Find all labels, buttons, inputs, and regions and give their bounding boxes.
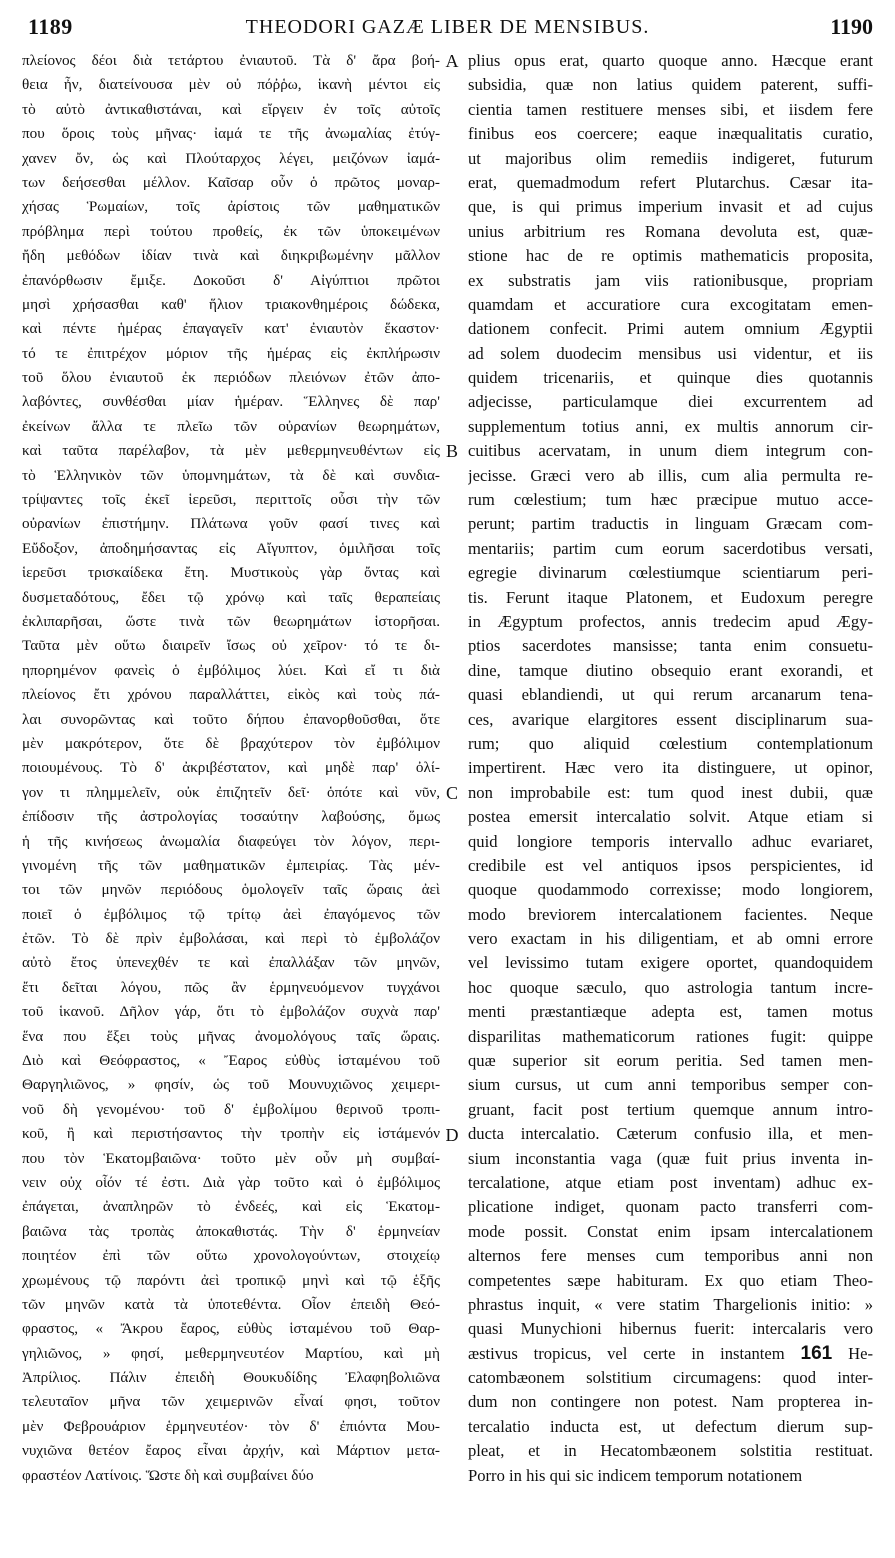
- greek-line: τοῦ ὅλου ἐνιαυτοῦ ἐκ περιόδων πλειόνων ἐτῶν ἀπο-: [22, 369, 440, 387]
- greek-line: χήσας Ῥωμαίων, τοῖς ἀρίστοις τῶν μαθηματικῶν: [22, 198, 440, 216]
- greek-line: θεια ἦν, διατείνουσα μὲν οὐ πόῤῥω, ἱκανὴ μέντοι εἰς: [22, 76, 440, 94]
- greek-line: Θαργηλιῶνος, » φησίν, ὡς τοῦ Μουνυχιῶνος χειμερι-: [22, 1076, 440, 1094]
- greek-line: ποιητέον ἐπὶ τῶν οὕτω χρονολογούντων, στοιχείῳ: [22, 1247, 440, 1265]
- margin-marker-a: A: [445, 51, 459, 71]
- latin-line: phrastus inquit, « vere statim Thargelionis initio: »: [468, 1294, 873, 1314]
- latin-line: dationem confecit. Primi autem omnium Ægyptii: [468, 319, 873, 339]
- latin-line: [468, 1342, 873, 1366]
- greek-line: Ταῦτα μὲν οὕτω διαιρεῖν ἴσως οὐ χεῖρον· τό τε δι-: [22, 637, 440, 655]
- latin-line: cuitibus acervatam, in unum diem integrum con-: [468, 441, 873, 461]
- margin-marker-b: B: [445, 441, 458, 462]
- greek-line: νυχιῶνα θετέον ἔαρος εἶναι ἀρχήν, καὶ Μάρτιον μετα-: [22, 1442, 440, 1460]
- latin-line: egregie divinarum cœlestiumque scientiarum peri-: [468, 563, 873, 583]
- greek-line: βαιῶνα τὰς τροπὰς ἀποκαθιστάς. Τὴν δ' ἑρμηνείαν: [22, 1222, 440, 1240]
- greek-line: ἐπανόρθωσιν ἔμιξε. Δοκοῦσι δ' Αἰγύπτιοι πρῶτοι: [22, 271, 440, 289]
- latin-line: adjecisse, particulamque diei excurrentem ad: [468, 392, 873, 412]
- latin-line: quidem tricenariis, et quinque dies quotannis: [468, 368, 873, 388]
- margin-marker-d: D: [445, 1124, 459, 1145]
- latin-line: mode possit. Constat enim ipsam intercalationem: [468, 1221, 873, 1241]
- greek-line: Εὔδοξον, ἀποδημήσαντας εἰς Αἴγυπτον, ὁμιλῆσαι τοῖς: [22, 539, 440, 557]
- latin-line: stione hac de re optimis mathematicis proposita,: [468, 246, 873, 266]
- latin-line: menti præstantiæque adepta est, tamen motus: [468, 1002, 873, 1022]
- latin-line: vero exactam in his diligentiam, et ab omni errore: [468, 929, 873, 949]
- latin-line: cientia tamen restituere menses sibi, et iisdem fere: [468, 99, 873, 119]
- greek-line: τῶν μηνῶν κατὰ τὰ ὑποτεθέντα. Οἷον ἐπειδὴ Θεό-: [22, 1295, 440, 1313]
- latin-line: dum non contingere non potest. Nam propterea in-: [468, 1392, 873, 1412]
- greek-line: καὶ πέντε ἡμέρας ἐπαγαγεῖν κατ' ἐνιαυτὸν ἕκαστον·: [22, 320, 440, 338]
- latin-line: quoque quodammodo correxisse; modo longiorem,: [468, 880, 873, 900]
- running-title: THEODORI GAZÆ LIBER DE MENSIBUS.: [245, 16, 650, 38]
- greek-line: που τὸν Ἑκατομβαιῶνα· τοῦτο μὲν οὖν μὴ συμβαί-: [22, 1149, 440, 1167]
- greek-line: τοι τῶν μηνῶν περιόδους ὁμολογεῖν ταῖς ὥραις ἀεὶ: [22, 881, 440, 899]
- greek-line: φραστέον Λατίνοις. Ὥστε δὴ καὶ συμβαίνει δύο: [22, 1466, 314, 1484]
- greek-line: μὲν μακρότερον, ὅτε δὲ βραχύτερον τὸν ἐμβόλιμον: [22, 734, 440, 752]
- greek-line: ἐτῶν. Τὸ δὲ πρὶν ἐμβολάσαι, καὶ περὶ τὸ ἐμβολάζον: [22, 930, 440, 948]
- latin-line: quasi eblandiendi, ut qui rerum arcanarum tena-: [468, 685, 873, 705]
- greek-line: ἕνα που ἕξει τοὺς μῆνας ἀνομολόγους ταῖς ὥραις.: [22, 1027, 440, 1045]
- latin-line: ex substratis jam viis rationibusque, propriam: [468, 270, 873, 290]
- greek-line: ἔτι δεῖται λόγου, πῶς ἂν ἑρμηνευόμενον τυγχάνοι: [22, 978, 440, 996]
- latin-line: rum; quo aliquid cœlestium contemplationum: [468, 733, 873, 753]
- latin-line: tercalatio inducta est, ut defectum dierum sup-: [468, 1416, 873, 1436]
- greek-line: αὐτὸ ἔτος ὑπενεχθέν τε καὶ ἐπαλλάξαν τῶν μηνῶν,: [22, 954, 440, 972]
- greek-line: γον τι πλημμελεῖν, οὐκ ἐπιζητεῖν δεῖ· ὁπότε καὶ νῦν,: [22, 783, 440, 801]
- latin-line: ut majoribus olim remediis indigeret, futurum: [468, 148, 873, 168]
- latin-line: erat, quemadmodum refert Plutarchus. Cæsar ita-: [468, 172, 873, 192]
- inline-reference-number: 161: [800, 1342, 833, 1364]
- greek-line: μησὶ χρήσασθαι καθ' ἥλιον τριακονθημέροις δώδεκα,: [22, 295, 440, 313]
- greek-line: πρόβλημα περὶ τούτου προθείς, ἐκ τῶν ὑποκειμένων: [22, 222, 440, 240]
- latin-line: subsidia, quæ non latius quidem paterent, suffi-: [468, 75, 873, 95]
- latin-line: quasi Munychioni hibernus fuerit: intercalaris vero: [468, 1319, 873, 1339]
- greek-line: ἤδη μεθόδων ἰδίαν τινὰ καὶ διηκριβωμένην μᾶλλον: [22, 247, 440, 265]
- greek-line: χρωμένους τῷ παρόντι ἀεὶ τροπικῷ μηνὶ καὶ τῷ ἑξῆς: [22, 1271, 440, 1289]
- greek-line: χανεν ὄν, ὡς καὶ Πλούταρχος λέγει, μειζόνων ἰαμά-: [22, 149, 440, 167]
- greek-line: πλείονος ἔτι χρόνου παραλλάττει, εἰκὸς καὶ τοὺς πά-: [22, 686, 440, 704]
- greek-line: τοῦ ἱκανοῦ. Δῆλον γάρ, ὅτι τὸ ἐμβολάζον συχνὰ παρ': [22, 1003, 440, 1021]
- greek-line: Διὸ καὶ Θεόφραστος, « Ἔαρος εὐθὺς ἱσταμένου τοῦ: [22, 1052, 440, 1070]
- latin-line: que, is qui primus imperium invasit et ad cujus: [468, 197, 873, 217]
- greek-line: ηπορημένον φανεὶς ὁ ἐμβόλιμος λύει. Καὶ εἴ τι διὰ: [22, 661, 440, 679]
- latin-line: ad solem duodecim mensibus usi videntur, et iis: [468, 343, 873, 363]
- latin-line-text: æstivus tropicus, vel certe in instantem: [468, 1343, 801, 1363]
- greek-line: φραστος, « Ἄκρου ἔαρος, εὐθὺς ἱσταμένου τοῦ Θαρ-: [22, 1320, 440, 1338]
- latin-text-column: [468, 49, 873, 1488]
- greek-line: γινομένη τῆς τῶν μαθηματικῶν ἐμπειρίας. Τὰς μέν-: [22, 856, 440, 874]
- latin-line: perunt; partim traductis in linguam Græcam com-: [468, 514, 873, 534]
- latin-line: Porro in his qui sic indicem temporum notationem: [468, 1465, 803, 1485]
- latin-line: quid longiore temporis intervallo adhuc evariaret,: [468, 831, 873, 851]
- latin-line: rum cœlestium; tum hæc præcipue mutuo acce-: [468, 490, 873, 510]
- right-column-number: 1190: [830, 14, 873, 39]
- greek-line: ἐκείνων ἄλλα τε πλεῖω τῶν οὐρανίων θεωρημάτων,: [22, 417, 440, 435]
- greek-line: ἐπίδοσιν τῆς ἀστρολογίας τοσαύτην λαβούσης, ὅμως: [22, 808, 440, 826]
- greek-line: πλείονος δέοι διὰ τετάρτου ἐνιαυτοῦ. Τὰ δ' ἄρα βοή-: [22, 52, 440, 69]
- latin-line: gruant, facit post tertium quemque annum intro-: [468, 1099, 873, 1119]
- latin-line: tis. Ferunt itaque Platonem, et Eudoxum peregre: [468, 587, 873, 607]
- latin-line: pleat, et in Hecatombæonem solstitia restituat.: [468, 1441, 873, 1461]
- greek-line: ἡ τῆς κινήσεως ἀνωμαλία διαφεύγει τὸν λόγον, περι-: [22, 832, 440, 850]
- page-header: [0, 8, 895, 48]
- latin-line: finibus eos coercere; eaque inæqualitatis curatio,: [468, 124, 873, 144]
- latin-line: impertirent. Hæc vero ita distinguere, ut opinor,: [468, 758, 873, 778]
- latin-line: tercalatione, atque etiam post inventam) adhuc ex-: [468, 1172, 873, 1192]
- latin-line: supplementum totius anni, ex multis annorum cir-: [468, 416, 873, 436]
- greek-line: κοῦ, ἢ καὶ περιστήσαντος τὴν τροπὴν εἰς ἱστάμενόν: [22, 1125, 440, 1143]
- latin-line: vel levissimo tutam exigere oportet, quandoquidem: [468, 953, 873, 973]
- left-column-number: 1189: [28, 14, 73, 39]
- latin-line: in Ægyptum profectos, annis tredecim apud Ægy-: [468, 611, 873, 631]
- latin-line: alternos fere menses cum temporibus anni non: [468, 1246, 873, 1266]
- latin-line: disparilitas mathematicorum rationes fugit: quippe: [468, 1026, 873, 1046]
- latin-line: plicatione indiget, quonam pacto transferri com-: [468, 1197, 873, 1217]
- latin-line: mentariis; partim cum eorum sacerdotibus versati,: [468, 538, 873, 558]
- greek-line: οὐρανίων ἐπιστήμην. Πλάτωνα γοῦν φασί τινες καὶ: [22, 515, 440, 533]
- greek-line: που ὅροις τοὺς μῆνας· ἰαμά τε τῆς ἀνωμαλίας ἐτύγ-: [22, 125, 440, 143]
- latin-line: ducta intercalatio. Cæterum confusio illa, et men-: [468, 1124, 873, 1144]
- greek-line: ποιεῖ ὁ ἐμβόλιμος τῷ τρίτῳ ἀεὶ ἐπαγόμενος τῶν: [22, 905, 440, 923]
- latin-line: dine, tamque diutino obsequio erant exorandi, et: [468, 660, 873, 680]
- greek-line: Ἀπρίλιος. Πάλιν ἐπειδὴ Θουκυδίδης Ἐλαφηβολιῶνα: [22, 1369, 440, 1387]
- margin-marker-c: C: [445, 783, 458, 803]
- greek-line: λαι συνορῶντας καὶ τοῦτο δήπου ἐπανορθοῦσθαι, ὅτε: [22, 710, 440, 728]
- greek-line: τὸ Ἑλληνικὸν τῶν ὑπομνημάτων, τὰ δὲ καὶ συνδια-: [22, 466, 440, 484]
- latin-line: non improbabile est: tum quod inest dubii, quæ: [468, 782, 873, 802]
- latin-line: quamdam et accuratiore cura excogitatam emen-: [468, 294, 873, 314]
- latin-line: sium inconstantia vaga (quæ fuit prius inventa in-: [468, 1148, 873, 1168]
- greek-line: νοῦ δὴ γενομένου· τοῦ δ' ἐμβολίμου θερινοῦ τροπι-: [22, 1100, 440, 1118]
- latin-line: ces, avarique elargitores essent disciplinarum sua-: [468, 709, 873, 729]
- latin-line: sium cursus, ut cum anni temporibus semper con-: [468, 1075, 873, 1095]
- greek-text-column: [22, 49, 440, 1488]
- latin-line: postea emersit intercalatio solvit. Atque etiam si: [468, 807, 873, 827]
- greek-line: ἱερεῦσι τρισκαίδεκα ἔτη. Μυστικοὺς γὰρ ὄντας καὶ: [22, 564, 440, 582]
- latin-line: unius arbitrium res Romana devoluta est, quæ-: [468, 221, 873, 241]
- greek-line: μὲν Φεβρουάριον ἑρμηνευτέον· τὸν δ' ἐπιόντα Μου-: [22, 1417, 440, 1435]
- greek-line: καὶ ταῦτα παρέλαβον, τὰ μὲν μεθερμηνευθέντων εἰς: [22, 442, 440, 460]
- latin-line: quæ superior sit eorum peritia. Sed tamen men-: [468, 1051, 873, 1071]
- latin-line: competentes sæpe habituram. Ex quo etiam Theo-: [468, 1270, 873, 1290]
- latin-line: hoc quoque sæculo, quo astrologia tantum incre-: [468, 977, 873, 997]
- greek-line: τελευταῖον μῆνα τῶν χειμερινῶν εἶναί φησι, τοῦτον: [22, 1393, 440, 1411]
- greek-line: νειν οὐχ οἷόν τέ ἐστι. Διὰ γὰρ τοῦτο καὶ ὁ ἐμβόλιμος: [22, 1173, 440, 1191]
- greek-line: λαβόντες, συνθέσθαι μίαν ἡμέραν. Ἕλληνες δὲ παρ': [22, 393, 440, 411]
- greek-line: γηλιῶνος, » φησί, μεθερμηνευτέον Μαρτίου, καὶ μὴ: [22, 1344, 440, 1362]
- latin-line: plius opus erat, quarto quoque anno. Hæcque erant: [468, 51, 873, 70]
- latin-line: ptios sacerdotes mansisse; tanta enim consuetu-: [468, 636, 873, 656]
- latin-line: credibile est vel antiquos ipsos perspicientes, id: [468, 855, 873, 875]
- greek-line: τό τε ἐπιτρέχον μόριον τῆς ἡμέρας εἰς ἐκπλήρωσιν: [22, 344, 440, 362]
- latin-line: jecisse. Græci vero ab illis, cum alia permulta re-: [468, 465, 873, 485]
- latin-line: catombæonem solstitium circumagens: quod inter-: [468, 1368, 873, 1388]
- greek-line: ἐπάγεται, ἀναπληρῶν τὸ ἐνδεές, καὶ εἰς Ἑκατομ-: [22, 1198, 440, 1216]
- greek-line: τρίψαντες τοῖς ἐκεῖ ἱερεῦσι, περιττοῖς οὖσι τὴν τῶν: [22, 491, 440, 509]
- greek-line: δυσμεταδότους, ἔδει τῷ χρόνῳ καὶ ταῖς θεραπείαις: [22, 588, 440, 606]
- reference-continuation: He-: [832, 1343, 873, 1363]
- greek-line: ἐκλιπαρῆσαι, ὥστε τινὰ τῶν θεωρημάτων ἱστορῆσαι.: [22, 612, 440, 630]
- greek-line: τὸ αὐτὸ ἀντικαθιστάναι, καὶ εἴργειν ἐν τοῖς αὐτοῖς: [22, 100, 440, 118]
- greek-line: ποιουμένους. Τὸ δ' ἀκριβέστατον, καὶ μηδὲ παρ' ὀλί-: [22, 759, 440, 777]
- greek-line: των δεήσεσθαι μέλλον. Καῖσαρ οὖν ὁ πρῶτος μοναρ-: [22, 173, 440, 191]
- latin-line: modo breviorem intercalationem facientes. Neque: [468, 904, 873, 924]
